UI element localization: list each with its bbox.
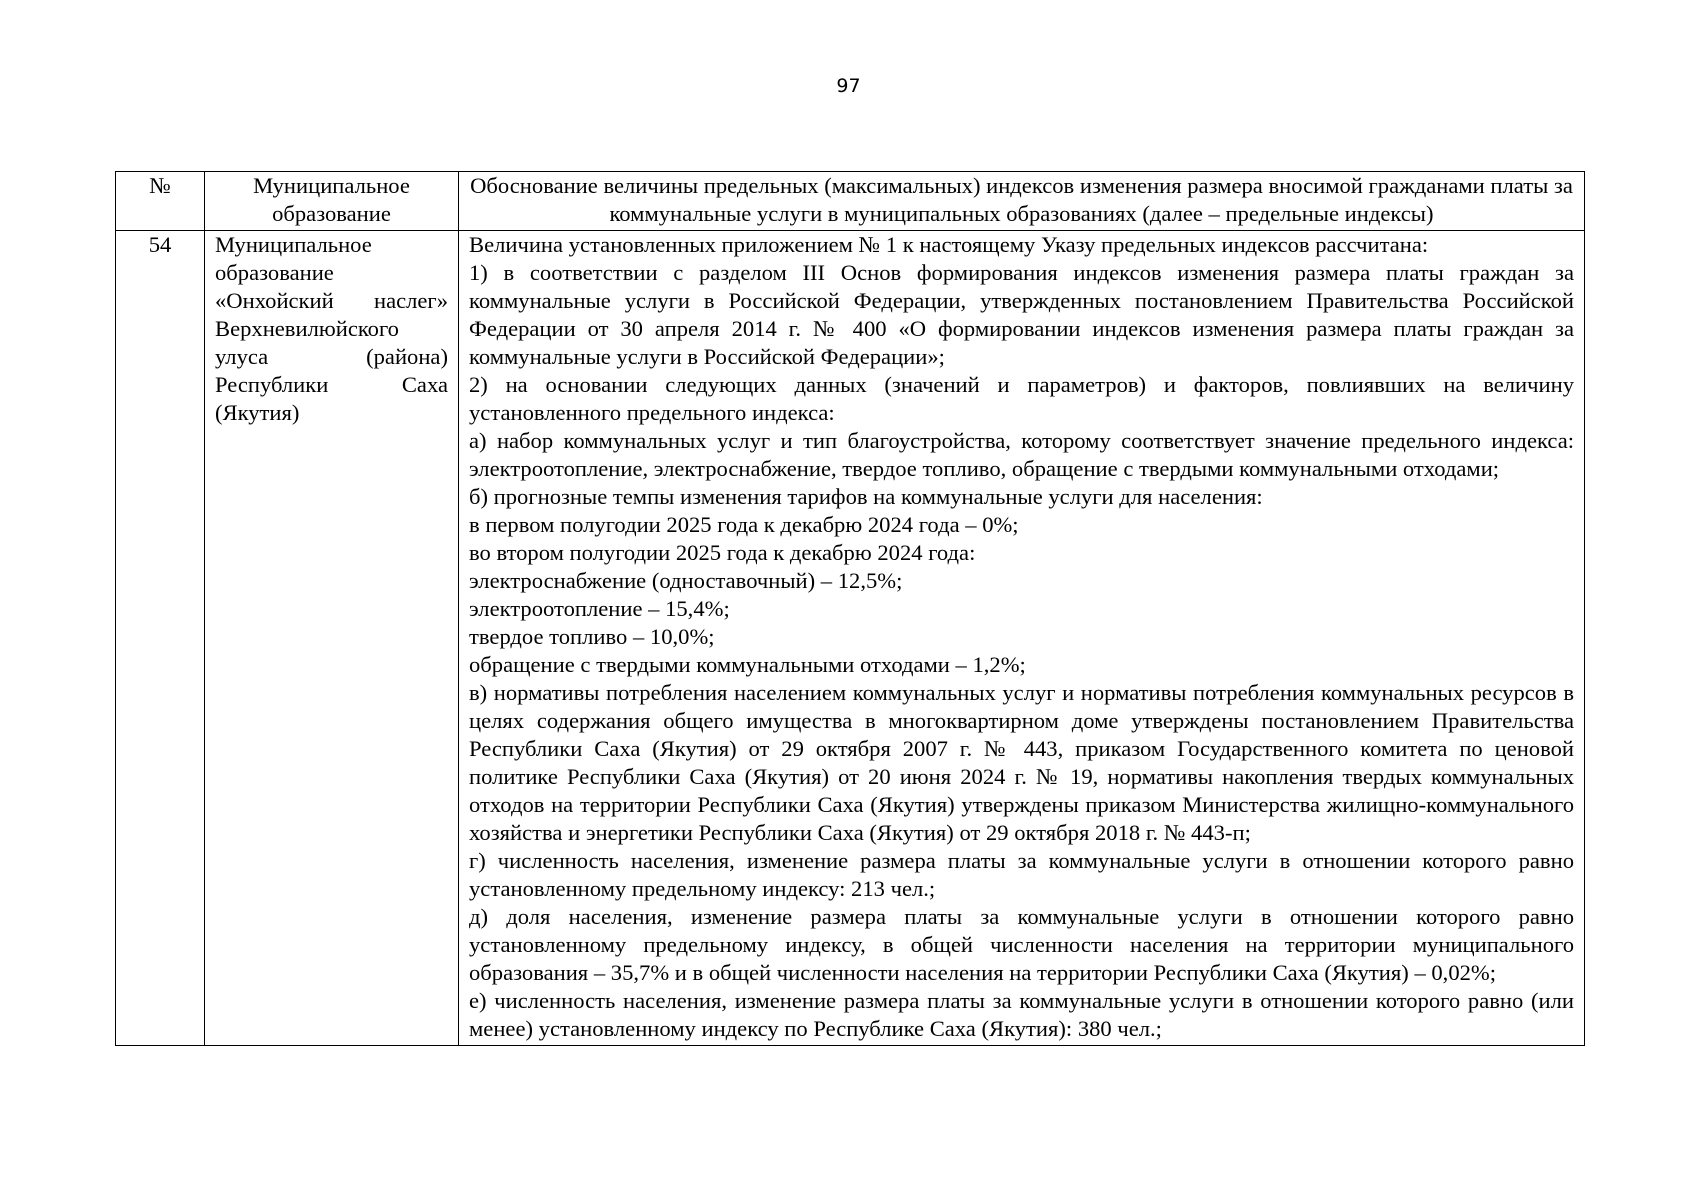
- row-num: 54: [116, 231, 205, 1046]
- paragraph-electricity: электроснабжение (одноставочный) – 12,5%;: [469, 568, 903, 593]
- paragraph-item-1: 1) в соответствии с разделом III Основ формирования индексов изменения размера платы граждан за коммунальные услуги в Российской Федерации, утвержденных постановлением Правительства Российской Федерации от 30 апреля 2014 г. № 400 «О формировании индексов изменения размера платы граждан за коммунальные услуги в Российской Федерации»;: [469, 260, 1574, 369]
- paragraph-item-b: б) прогнозные темпы изменения тарифов на коммунальные услуги для населения:: [469, 484, 1263, 509]
- paragraph-item-g: г) численность населения, изменение размера платы за коммунальные услуги в отношении которого равно установленному предельному индексу: 213 чел.;: [469, 848, 1574, 901]
- paragraph-item-d: д) доля населения, изменение размера платы за коммунальные услуги в отношении которого равно установленному предельному индексу, в общей численности населения на территории муниципального образования – 35,7% и в общей численности населения на территории Республики Саха (Якутия) – 0,02%;: [469, 904, 1574, 985]
- paragraph-second-half: во втором полугодии 2025 года к декабрю 2024 года:: [469, 540, 976, 565]
- paragraph-item-e: е) численность населения, изменение размера платы за коммунальные услуги в отношении которого равно (или менее) установленному индексу по Республике Саха (Якутия): 380 чел.;: [469, 988, 1574, 1041]
- header-justification: Обоснование величины предельных (максимальных) индексов изменения размера вносимой гражданами платы за коммунальные услуги в муниципальных образованиях (далее – предельные индексы): [459, 172, 1585, 231]
- row-municipality: Муниципальное образование «Онхойский наслег» Верхневилюйского улуса (района) Республики Саха (Якутия): [205, 231, 459, 1046]
- paragraph-solid-fuel: твердое топливо – 10,0%;: [469, 624, 715, 649]
- paragraph-waste: обращение с твердыми коммунальными отходами – 1,2%;: [469, 652, 1026, 677]
- paragraph-first-half: в первом полугодии 2025 года к декабрю 2024 года – 0%;: [469, 512, 1019, 537]
- paragraph-intro: Величина установленных приложением № 1 к настоящему Указу предельных индексов рассчитана:: [469, 232, 1429, 257]
- paragraph-item-a: а) набор коммунальных услуг и тип благоустройства, которому соответствует значение предельного индекса: электроотопление, электроснабжение, твердое топливо, обращение с твердыми коммунальными отходами;: [469, 428, 1574, 481]
- header-num: №: [116, 172, 205, 231]
- table-row: [116, 231, 1585, 1046]
- page-number: 97: [836, 75, 861, 97]
- paragraph-electric-heating: электроотопление – 15,4%;: [469, 596, 730, 621]
- table-header-row: [116, 172, 1585, 231]
- header-municipality: Муниципальное образование: [205, 172, 459, 231]
- paragraph-item-2: 2) на основании следующих данных (значений и параметров) и факторов, повлиявших на величину установленного предельного индекса:: [469, 372, 1574, 425]
- row-justification: [459, 231, 1585, 1046]
- justification-table: [115, 171, 1585, 1046]
- paragraph-item-v: в) нормативы потребления населением коммунальных услуг и нормативы потребления коммунальных ресурсов в целях содержания общего имущества в многоквартирном доме утверждены постановлением Правительства Республики Саха (Якутия) от 29 октября 2007 г. № 443, приказом Государственного комитета по ценовой политике Республики Саха (Якутия) от 20 июня 2024 г. № 19, нормативы накопления твердых коммунальных отходов на территории Республики Саха (Якутия) утверждены приказом Министерства жилищно-коммунального хозяйства и энергетики Республики Саха (Якутия) от 29 октября 2018 г. № 443-п;: [469, 680, 1574, 845]
